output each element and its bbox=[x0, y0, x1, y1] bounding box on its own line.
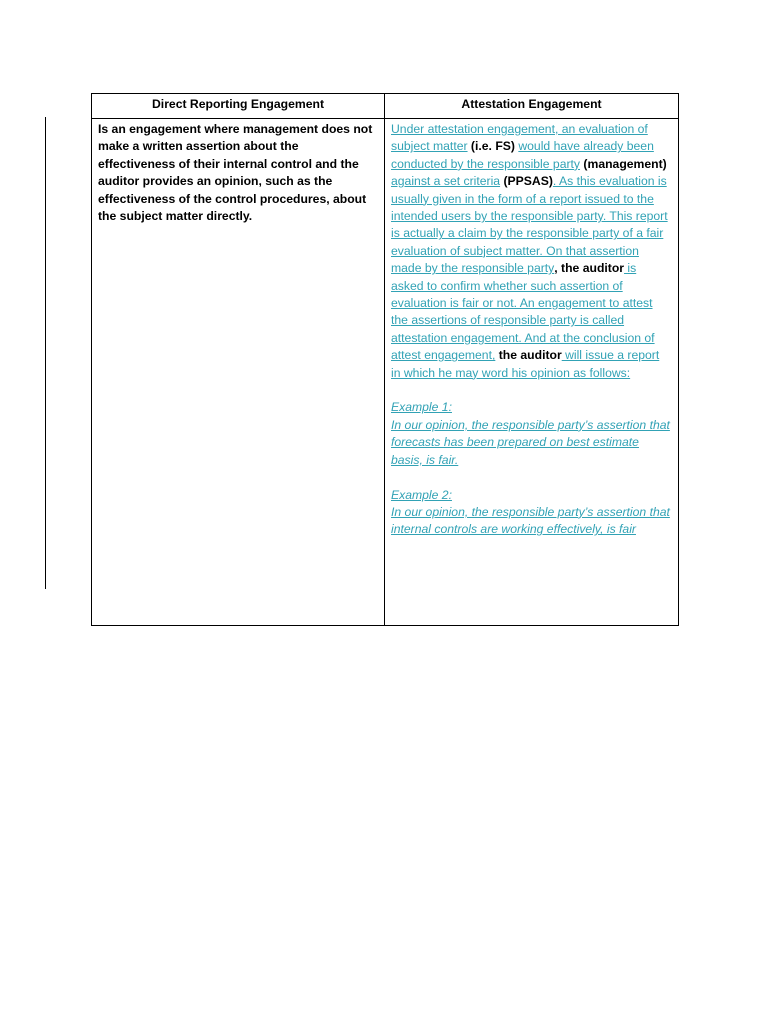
original-text: the auditor bbox=[495, 348, 562, 363]
original-text: (management) bbox=[583, 156, 667, 171]
direct-reporting-text: Is an engagement where management does not make a written assertion about the effectiveness of their internal control and the auditor provides an opinion, such as the effectiveness of the control procedures, about the subject matter directly. bbox=[98, 122, 373, 224]
tracked-insertion: would have already been conducted by the responsible party bbox=[391, 139, 654, 171]
table-row bbox=[92, 119, 679, 626]
example-1-text: In our opinion, the responsible party’s assertion that forecasts has been prepared on best estimate basis, is fair. bbox=[391, 417, 670, 467]
cell-direct-reporting-definition bbox=[92, 119, 385, 626]
cell-attestation-definition bbox=[385, 119, 679, 626]
example-1-label: Example 1: bbox=[391, 400, 452, 415]
header-direct-reporting: Direct Reporting Engagement bbox=[92, 94, 385, 119]
tracked-insertion: is asked to confirm whether such assertion of evaluation is fair or not. An engagement to attest the assertions of responsible party is called attestation engagement. And at the conclusion of attest engagement, bbox=[391, 261, 655, 363]
example-2-label: Example 2: bbox=[391, 487, 452, 502]
paragraph-gap bbox=[391, 382, 672, 399]
original-text: (i.e. FS) bbox=[467, 139, 519, 154]
original-text: (PPSAS) bbox=[500, 174, 553, 189]
example-2-text: In our opinion, the responsible party’s assertion that internal controls are working effectively, is fair bbox=[391, 504, 670, 537]
revision-change-bar bbox=[45, 117, 46, 589]
tracked-insertion: will issue a report in which he may word his opinion as follows: bbox=[391, 348, 660, 380]
table-header-row bbox=[92, 94, 679, 119]
comparison-table bbox=[91, 93, 679, 626]
paragraph-gap bbox=[391, 469, 672, 486]
tracked-insertion: Under attestation engagement, an evaluation of subject matter bbox=[391, 122, 648, 154]
header-attestation: Attestation Engagement bbox=[385, 94, 679, 119]
tracked-insertion: against a set criteria bbox=[391, 174, 501, 189]
original-text: , the auditor bbox=[554, 261, 625, 276]
tracked-insertion: . As this evaluation is usually given in the form of a report issued to the intended users by the responsible party. This report is actually a claim by the responsible party of a fair evaluation of subject matter. On that assertion made by the responsible party bbox=[391, 174, 668, 276]
